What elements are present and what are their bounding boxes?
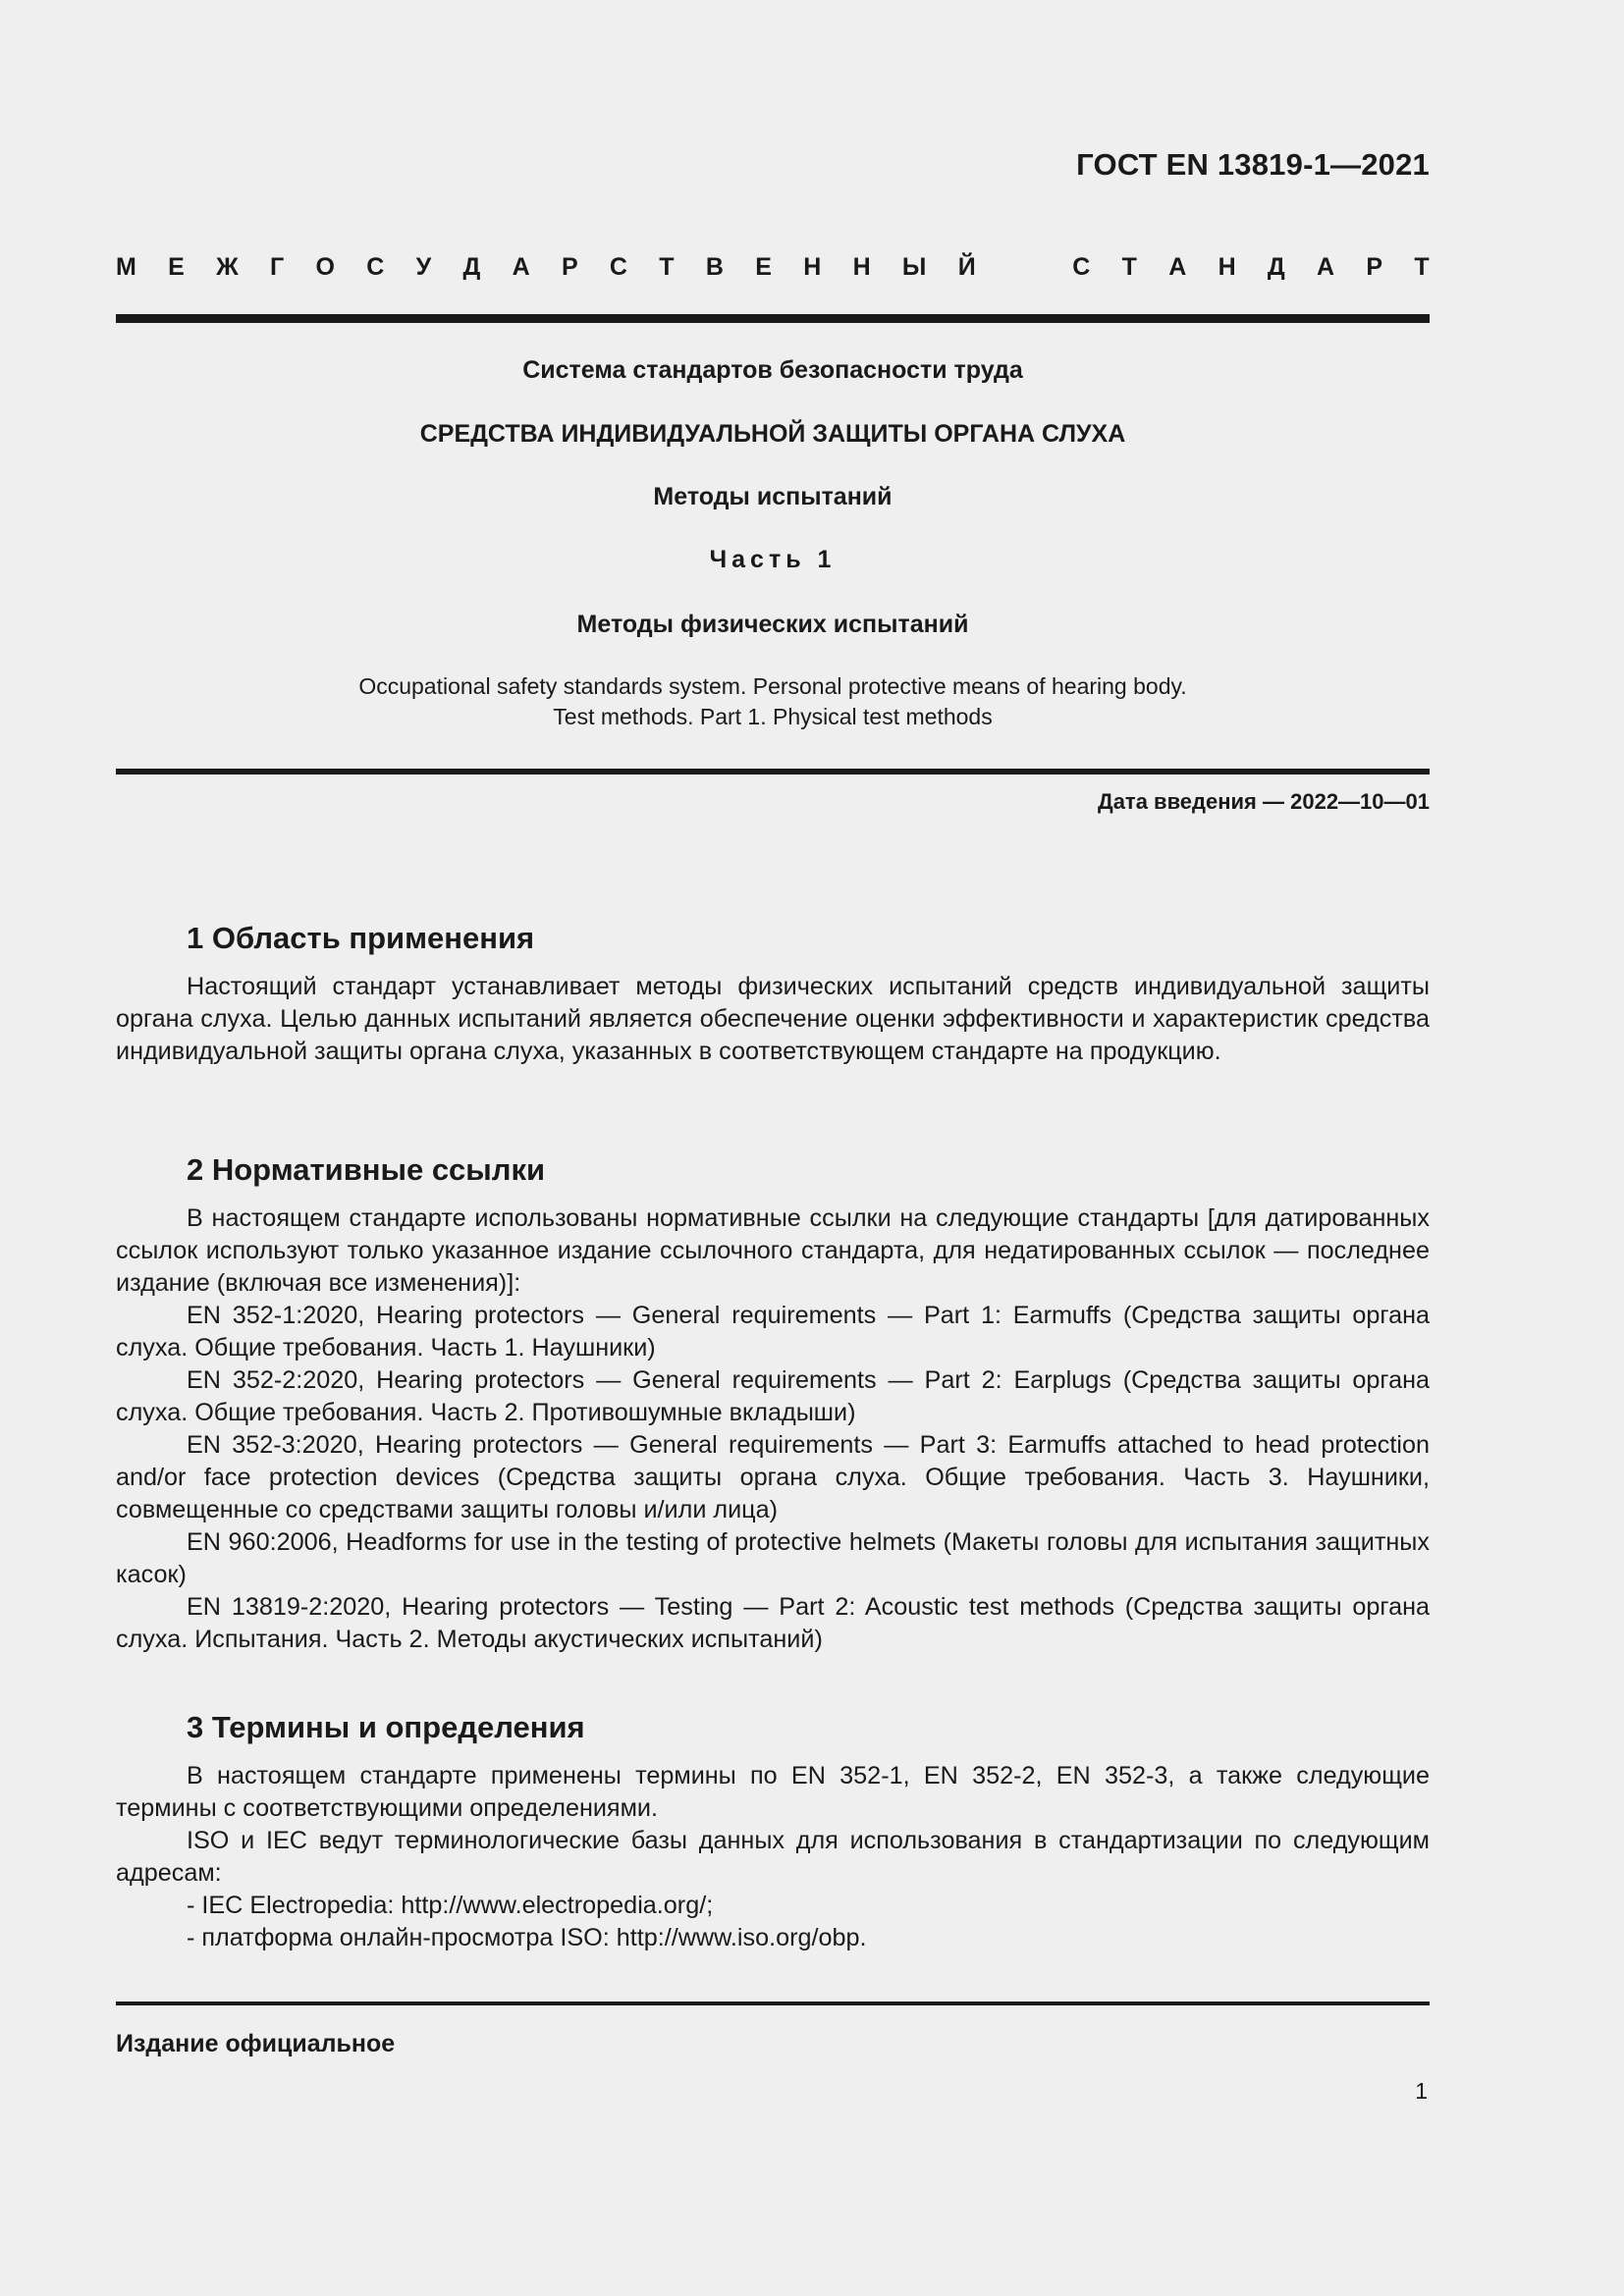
title-letter: Е <box>168 253 185 281</box>
page-number: 1 <box>1415 2078 1428 2104</box>
title-letter: Т <box>1414 253 1430 281</box>
title-letter: А <box>512 253 530 281</box>
section-terms-definitions <box>116 1709 1430 1954</box>
top-divider <box>116 314 1430 323</box>
title-letter: В <box>705 253 724 281</box>
section-paragraph: В настоящем стандарте использованы нормативные ссылки на следующие стандарты [для датированных ссылок используют только указанное издание ссылочного стандарта, для недатированных ссылок — последнее издание (включая все изменения)]: <box>116 1204 1430 1297</box>
official-edition-label: Издание официальное <box>116 2030 396 2057</box>
part-title: Методы физических испытаний <box>576 611 969 638</box>
title-letter: М <box>116 253 136 281</box>
main-title: СРЕДСТВА ИНДИВИДУАЛЬНОЙ ЗАЩИТЫ ОРГАНА СЛУХА <box>419 420 1126 448</box>
title-letter: С <box>1072 253 1091 281</box>
title-letter: Н <box>1218 253 1236 281</box>
title-letter: Д <box>1267 253 1285 281</box>
title-letter: Т <box>659 253 675 281</box>
part-label: Часть 1 <box>709 546 837 573</box>
introduction-date: Дата введения — 2022—10—01 <box>1098 789 1430 814</box>
section-normative-references <box>116 1151 1430 1656</box>
middle-divider <box>116 769 1430 774</box>
english-title-line: Occupational safety standards system. Personal protective means of hearing body. <box>358 673 1187 699</box>
reference-item: EN 960:2006, Headforms for use in the testing of protective helmets (Макеты головы для испытания защитных касок) <box>116 1528 1430 1588</box>
list-item: - IEC Electropedia: http://www.electropedia.org/; <box>187 1892 714 1919</box>
section-heading: 3 Термины и определения <box>187 1710 585 1744</box>
title-letter: Ж <box>216 253 239 281</box>
title-letter: Й <box>957 253 976 281</box>
title-letter: Н <box>852 253 871 281</box>
system-title: Система стандартов безопасности труда <box>522 356 1023 384</box>
section-heading: 1 Область применения <box>187 921 535 955</box>
title-letter: Е <box>755 253 772 281</box>
title-letter: Р <box>561 253 578 281</box>
title-letter: Р <box>1366 253 1383 281</box>
section-scope <box>116 920 1430 1068</box>
list-item: - платформа онлайн-просмотра ISO: http://www.iso.org/obp. <box>187 1924 867 1951</box>
spaced-title-interstate-standard <box>116 253 1430 282</box>
reference-item: EN 352-1:2020, Hearing protectors — General requirements — Part 1: Earmuffs (Средства защиты органа слуха. Общие требования. Часть 1. Наушники) <box>116 1302 1430 1362</box>
section-paragraph: В настоящем стандарте применены термины по EN 352-1, EN 352-2, EN 352-3, а также следующие термины с соответствующими определениями. <box>116 1762 1430 1822</box>
title-letter: А <box>1317 253 1335 281</box>
section-paragraph: Настоящий стандарт устанавливает методы физических испытаний средств индивидуальной защиты органа слуха. Целью данных испытаний является обеспечение оценки эффективности и характеристик средства индивидуальной защиты органа слуха, указанных в соответствующем стандарте на продукцию. <box>116 973 1430 1065</box>
title-letter: Н <box>803 253 822 281</box>
standard-id: ГОСТ EN 13819-1—2021 <box>1076 147 1430 182</box>
title-letter: Г <box>270 253 285 281</box>
section-heading: 2 Нормативные ссылки <box>187 1152 546 1187</box>
english-title-line: Test methods. Part 1. Physical test methods <box>553 704 993 729</box>
bottom-divider <box>116 2002 1430 2005</box>
title-letter: Т <box>1121 253 1137 281</box>
title-letter: С <box>609 253 627 281</box>
methods-title: Методы испытаний <box>653 483 893 510</box>
reference-item: EN 352-2:2020, Hearing protectors — General requirements — Part 2: Earplugs (Средства защиты органа слуха. Общие требования. Часть 2. Противошумные вкладыши) <box>116 1366 1430 1426</box>
title-letter: С <box>366 253 385 281</box>
title-letter: Д <box>462 253 481 281</box>
reference-item: EN 352-3:2020, Hearing protectors — General requirements — Part 3: Earmuffs attached to head protection and/or face protection devices (Средства защиты органа слуха. Общие требования. Часть 3. Наушники, совмещенные со средствами защиты головы и/или лица) <box>116 1431 1430 1523</box>
title-letter: О <box>315 253 335 281</box>
word-gap <box>1007 253 1041 282</box>
english-title <box>116 671 1430 732</box>
section-paragraph: ISO и IEC ведут терминологические базы данных для использования в стандартизации по следующим адресам: <box>116 1827 1430 1887</box>
title-letter: А <box>1168 253 1187 281</box>
title-letter: Ы <box>901 253 927 281</box>
reference-item: EN 13819-2:2020, Hearing protectors — Testing — Part 2: Acoustic test methods (Средства защиты органа слуха. Испытания. Часть 2. Методы акустических испытаний) <box>116 1593 1430 1653</box>
title-letter: У <box>415 253 432 281</box>
